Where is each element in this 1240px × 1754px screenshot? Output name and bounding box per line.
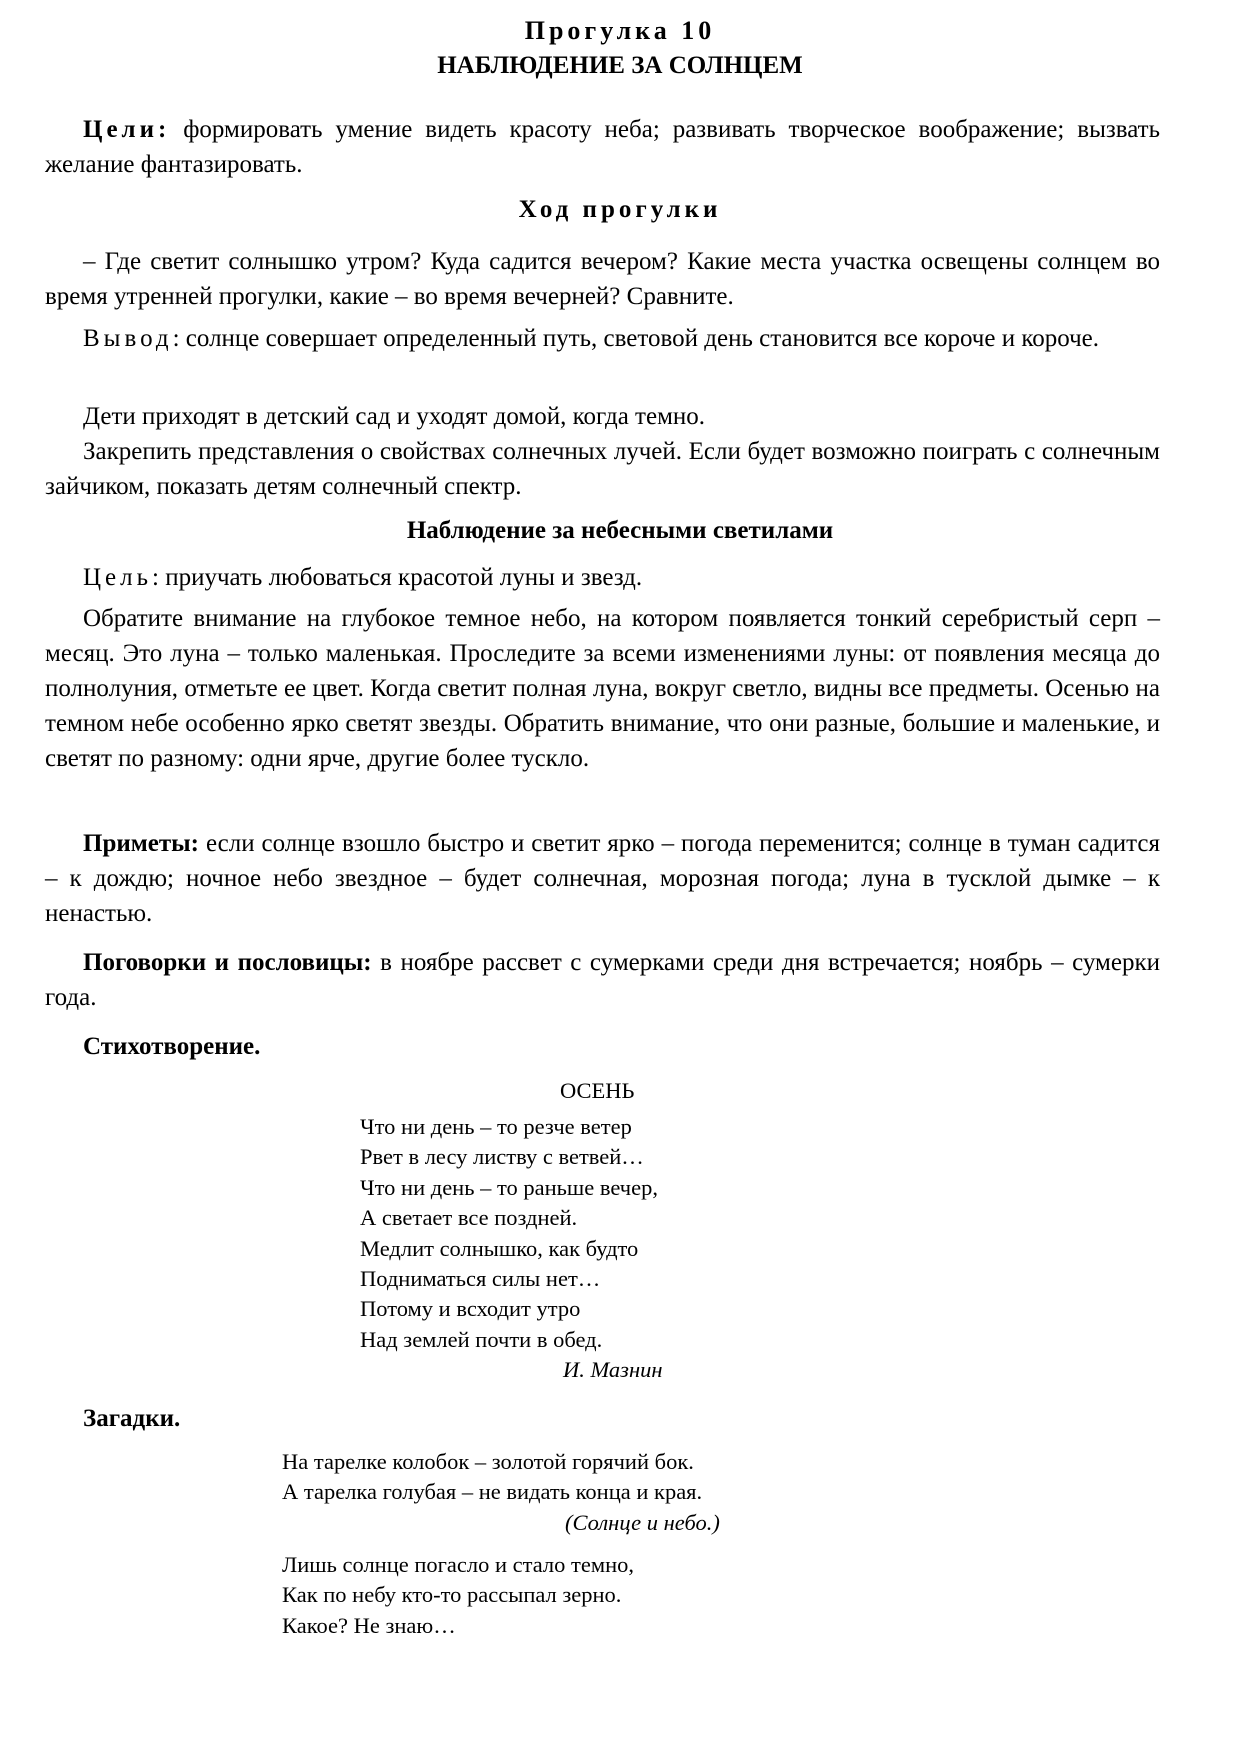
sayings-text: в ноябре рассвет с сумерками среди дня встречается; ноябрь – сумерки года.: [45, 949, 1160, 1011]
riddle-1: [282, 1447, 702, 1508]
sayings-paragraph: [45, 945, 1160, 1015]
goals-label: Цели:: [83, 116, 171, 143]
poem-line: Рвет в лесу листву с ветвей…: [360, 1144, 644, 1170]
goal2-paragraph: [45, 560, 1160, 595]
poem-author: И. Мазнин: [563, 1357, 663, 1382]
poem-title: ОСЕНЬ: [560, 1078, 635, 1103]
poem-line: Потому и всходит утро: [360, 1296, 581, 1322]
riddle-line: А тарелка голубая – не видать конца и края.: [282, 1479, 703, 1505]
paragraph-rays: Закрепить представления о свойствах солнечных лучей. Если будет возможно поиграть с солнечным зайчиком, показать детям солнечный спектр.: [45, 438, 1160, 500]
goal2-label: Цель: [83, 564, 153, 591]
conclusion-label: Вывод: [83, 325, 173, 352]
observation-heading: Наблюдение за небесными светилами: [406, 517, 834, 544]
goals-text: формировать умение видеть красоту неба; развивать творческое воображение; вызвать желание фантазировать.: [45, 116, 1160, 178]
riddles-heading: Загадки.: [83, 1405, 181, 1432]
poem-line: Что ни день – то раньше вечер,: [360, 1174, 658, 1200]
paragraph-sky: Обратите внимание на глубокое темное небо, на котором появляется тонкий серебристый серп – месяц. Это луна – только маленькая. Проследите за всеми изменениями луны: от появления месяца до полнолуния, отметьте ее цвет. Когда светит полная луна, вокруг светло, видны все предметы. Осенью на темном небе особенно ярко светят звезды. Обратить внимание, что они разные, большие и маленькие, и светят по разному: одни ярче, другие более тускло.: [45, 605, 1160, 772]
riddle-2: [282, 1550, 634, 1641]
signs-text: если солнце взошло быстро и светит ярко – погода переменится; солнце в туман садится – к дождю; ночное небо звездное – будет солнечная, морозная погода; луна в тусклой дымке – к ненастью.: [45, 830, 1160, 927]
poem-line: Над землей почти в обед.: [360, 1326, 603, 1352]
poem-line: Что ни день – то резче ветер: [360, 1114, 632, 1139]
riddle-1-answer: (Солнце и небо.): [565, 1510, 720, 1535]
goals-paragraph: [45, 112, 1160, 182]
conclusion-paragraph: [45, 321, 1160, 356]
signs-label: Приметы:: [83, 830, 200, 857]
page-subtitle: НАБЛЮДЕНИЕ ЗА СОЛНЦЕМ: [437, 52, 803, 79]
poem-heading: Стихотворение.: [83, 1033, 261, 1060]
poem-line: Медлит солнышко, как будто: [360, 1235, 639, 1261]
riddle-line: Лишь солнце погасло и стало темно,: [282, 1552, 634, 1577]
riddle-line: Какое? Не знаю…: [282, 1612, 456, 1638]
paragraph-questions: – Где светит солнышко утром? Куда садится вечером? Какие места участка освещены солнцем во время утренней прогулки, какие – во время вечерней? Сравните.: [45, 248, 1160, 310]
page-title: Прогулка 10: [524, 16, 716, 45]
walk-heading: Ход прогулки: [518, 196, 722, 223]
riddle-line: На тарелке колобок – золотой горячий бок.: [282, 1449, 694, 1474]
conclusion-text: : солнце совершает определенный путь, световой день становится все короче и короче.: [172, 325, 1099, 352]
sayings-label: Поговорки и пословицы:: [83, 949, 372, 976]
poem-lines: [360, 1112, 658, 1355]
poem-line: Подниматься силы нет…: [360, 1266, 601, 1292]
riddle-line: Как по небу кто-то рассыпал зерно.: [282, 1582, 622, 1608]
goal2-text: : приучать любоваться красотой луны и звезд.: [152, 564, 643, 591]
signs-paragraph: [45, 826, 1160, 931]
poem-line: А светает все поздней.: [360, 1205, 578, 1231]
paragraph-children: Дети приходят в детский сад и уходят домой, когда темно.: [83, 403, 706, 430]
